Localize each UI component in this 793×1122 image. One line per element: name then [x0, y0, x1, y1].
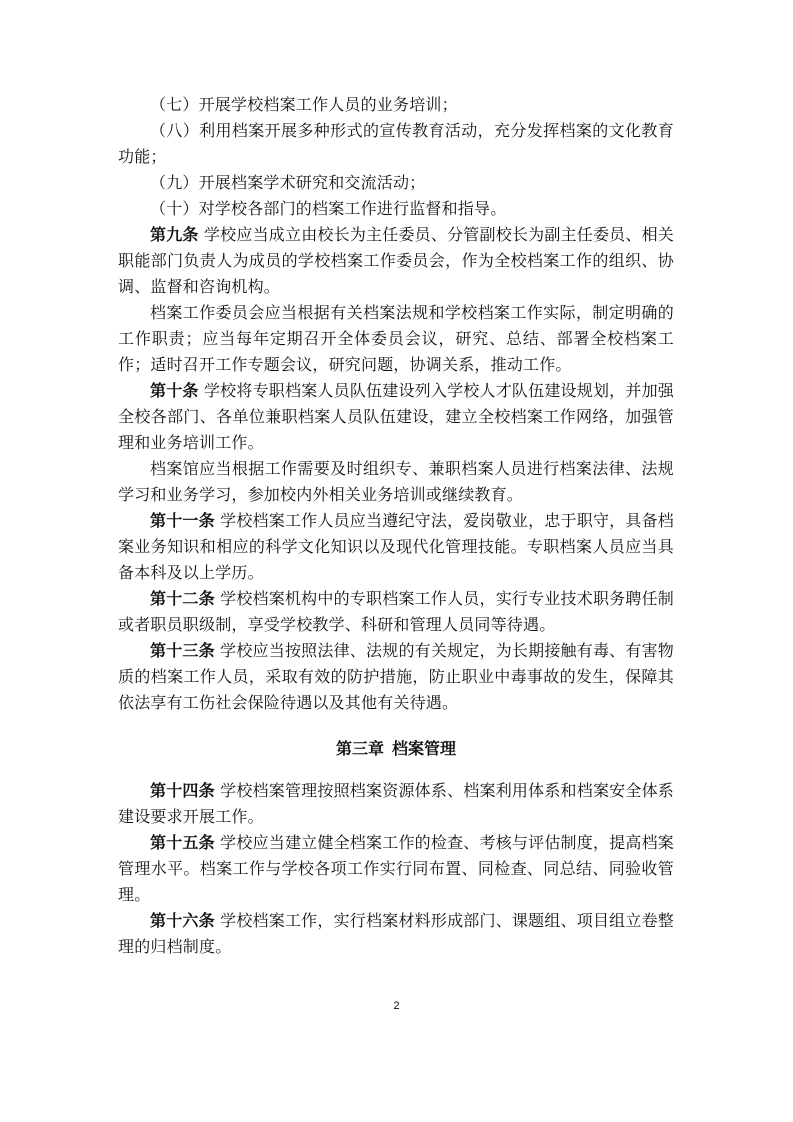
article-number: 第十二条 — [150, 589, 215, 608]
paragraph-text: （十）对学校各部门的档案工作进行监督和指导。 — [150, 199, 507, 218]
article-number: 第十四条 — [150, 781, 215, 800]
paragraph-text: 档案馆应当根据工作需要及时组织专、兼职档案人员进行档案法律、法规学习和业务学习，参加校内外相关业务培训或继续教育。 — [118, 459, 674, 504]
article-number: 第十条 — [150, 381, 199, 400]
article-number: 第十一条 — [150, 511, 215, 530]
paragraph-text: 学校档案工作，实行档案材料形成部门、课题组、项目组立卷整理的归档制度。 — [118, 911, 674, 956]
page-number: 2 — [393, 1000, 400, 1012]
article-paragraph — [118, 638, 674, 716]
article-number: 第十五条 — [150, 833, 215, 852]
paragraph-text: （七）开展学校档案工作人员的业务培训； — [150, 95, 458, 114]
paragraphs-after-chapter — [118, 778, 674, 960]
chapter-title: 档案管理 — [392, 739, 457, 758]
paragraph — [118, 92, 674, 118]
article-number: 第十三条 — [150, 641, 215, 660]
paragraph-text: （九）开展档案学术研究和交流活动； — [150, 173, 426, 192]
paragraph-text: 学校档案机构中的专职档案工作人员，实行专业技术职务聘任制或者职员职级制，享受学校教学、科研和管理人员同等待遇。 — [118, 589, 674, 634]
paragraphs-before-chapter — [118, 92, 674, 716]
article-paragraph — [118, 908, 674, 960]
article-paragraph — [118, 378, 674, 456]
paragraph — [118, 118, 674, 170]
paragraph-text: （八）利用档案开展多种形式的宣传教育活动，充分发挥档案的文化教育功能； — [118, 121, 674, 166]
chapter-number: 第三章 — [335, 739, 384, 758]
paragraph-text: 学校将专职档案人员队伍建设列入学校人才队伍建设规划，并加强全校各部门、各单位兼职档案人员队伍建设，建立全校档案工作网络，加强管理和业务培训工作。 — [118, 381, 674, 452]
paragraph — [118, 196, 674, 222]
paragraph — [118, 456, 674, 508]
article-number: 第十六条 — [150, 911, 215, 930]
article-paragraph — [118, 222, 674, 300]
body-text — [118, 92, 674, 960]
chapter-heading — [118, 736, 674, 762]
article-paragraph — [118, 778, 674, 830]
paragraph — [118, 300, 674, 378]
paragraph-text: 学校档案工作人员应当遵纪守法，爱岗敬业，忠于职守，具备档案业务知识和相应的科学文化知识以及现代化管理技能。专职档案人员应当具备本科及以上学历。 — [118, 511, 674, 582]
paragraph-text: 学校应当建立健全档案工作的检查、考核与评估制度，提高档案管理水平。档案工作与学校各项工作实行同布置、同检查、同总结、同验收管理。 — [118, 833, 674, 904]
article-paragraph — [118, 830, 674, 908]
article-paragraph — [118, 508, 674, 586]
paragraph-text: 学校应当成立由校长为主任委员、分管副校长为副主任委员、相关职能部门负责人为成员的学校档案工作委员会，作为全校档案工作的组织、协调、监督和咨询机构。 — [118, 225, 674, 296]
paragraph-text: 学校应当按照法律、法规的有关规定，为长期接触有毒、有害物质的档案工作人员，采取有效的防护措施，防止职业中毒事故的发生，保障其依法享有工伤社会保险待遇以及其他有关待遇。 — [118, 641, 674, 712]
paragraph-text: 档案工作委员会应当根据有关档案法规和学校档案工作实际，制定明确的工作职责；应当每年定期召开全体委员会议，研究、总结、部署全校档案工作；适时召开工作专题会议，研究问题，协调关系，推动工作。 — [118, 303, 674, 374]
article-number: 第九条 — [150, 225, 199, 244]
paragraph-text: 学校档案管理按照档案资源体系、档案利用体系和档案安全体系建设要求开展工作。 — [118, 781, 674, 826]
article-paragraph — [118, 586, 674, 638]
paragraph — [118, 170, 674, 196]
